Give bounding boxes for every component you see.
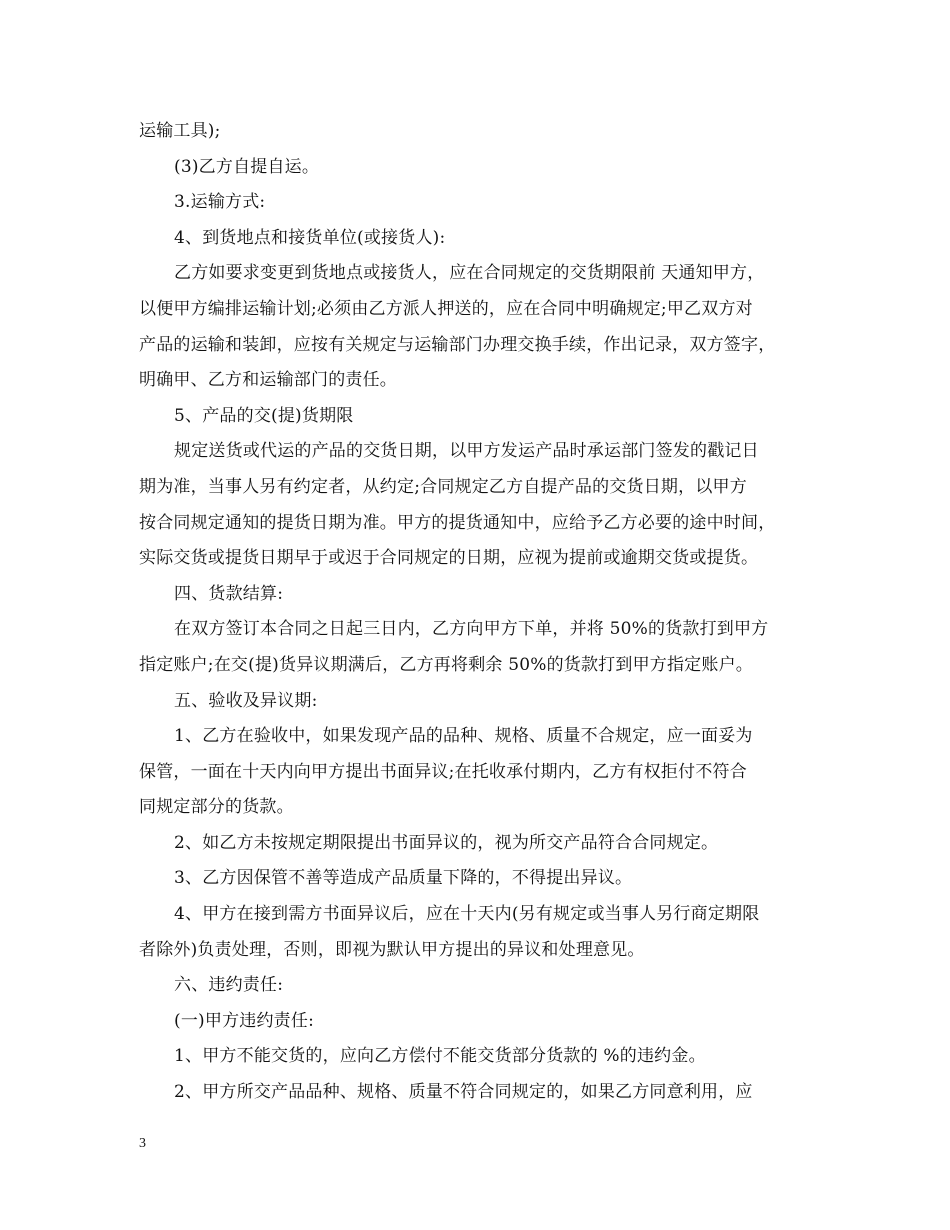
text-line-16: 指定账户;在交(提)货异议期满后，乙方再将剩余 50%的货款打到甲方指定账户。 [139, 654, 753, 675]
text-line-28: 2、甲方所交产品品种、规格、质量不符合同规定的，如果乙方同意利用，应 [174, 1082, 753, 1103]
text-line-25: 六、违约责任: [174, 975, 284, 996]
text-line-3: 3.运输方式: [174, 192, 266, 213]
page-number: 3 [139, 1136, 146, 1151]
text-line-10: 规定送货或代运的产品的交货日期，以甲方发运产品时承运部门签发的戳记日 [174, 441, 759, 462]
text-line-21: 2、如乙方未按规定期限提出书面异议的，视为所交产品符合合同规定。 [174, 832, 719, 853]
text-line-23: 4、甲方在接到需方书面异议后，应在十天内(另有规定或当事人另行商定期限 [174, 904, 760, 925]
text-line-17: 五、验收及异议期: [174, 690, 318, 711]
text-line-1: 运输工具); [139, 121, 221, 141]
text-line-13: 实际交货或提货日期早于或迟于合同规定的日期，应视为提前或逾期交货或提货。 [139, 548, 759, 569]
text-line-14: 四、货款结算: [174, 583, 284, 604]
text-line-5: 乙方如要求变更到货地点或接货人，应在合同规定的交货期限前 天通知甲方， [174, 263, 765, 284]
text-line-18: 1、乙方在验收中，如果发现产品的品种、规格、质量不合规定，应一面妥为 [174, 726, 753, 747]
text-line-4: 4、到货地点和接货单位(或接货人): [174, 227, 446, 248]
text-line-8: 明确甲、乙方和运输部门的责任。 [139, 370, 397, 391]
text-line-22: 3、乙方因保管不善等造成产品质量下降的，不得提出异议。 [174, 868, 633, 889]
document-body [139, 114, 829, 1111]
text-line-24: 者除外)负责处理，否则，即视为默认甲方提出的异议和处理意见。 [139, 939, 645, 960]
text-line-2: (3)乙方自提自运。 [174, 156, 320, 177]
text-line-7: 产品的运输和装卸，应按有关规定与运输部门办理交换手续，作出记录，双方签字， [139, 334, 776, 355]
text-line-12: 按合同规定通知的提货日期为准。甲方的提货通知中，应给予乙方必要的途中时间， [139, 512, 776, 533]
text-line-27: 1、甲方不能交货的，应向乙方偿付不能交货部分货款的 %的违约金。 [174, 1046, 706, 1067]
text-line-11: 期为准，当事人另有约定者，从约定;合同规定乙方自提产品的交货日期，以甲方 [139, 476, 747, 497]
text-line-20: 同规定部分的货款。 [139, 797, 294, 818]
text-line-6: 以便甲方编排运输计划;必须由乙方派人押送的，应在合同中明确规定;甲乙双方对 [139, 298, 753, 319]
text-line-15: 在双方签订本合同之日起三日内，乙方向甲方下单，并将 50%的货款打到甲方 [174, 619, 769, 640]
text-line-19: 保管，一面在十天内向甲方提出书面异议;在托收承付期内，乙方有权拒付不符合 [139, 761, 747, 782]
text-line-9: 5、产品的交(提)货期限 [174, 405, 354, 426]
text-line-26: (一)甲方违约责任: [174, 1010, 314, 1031]
